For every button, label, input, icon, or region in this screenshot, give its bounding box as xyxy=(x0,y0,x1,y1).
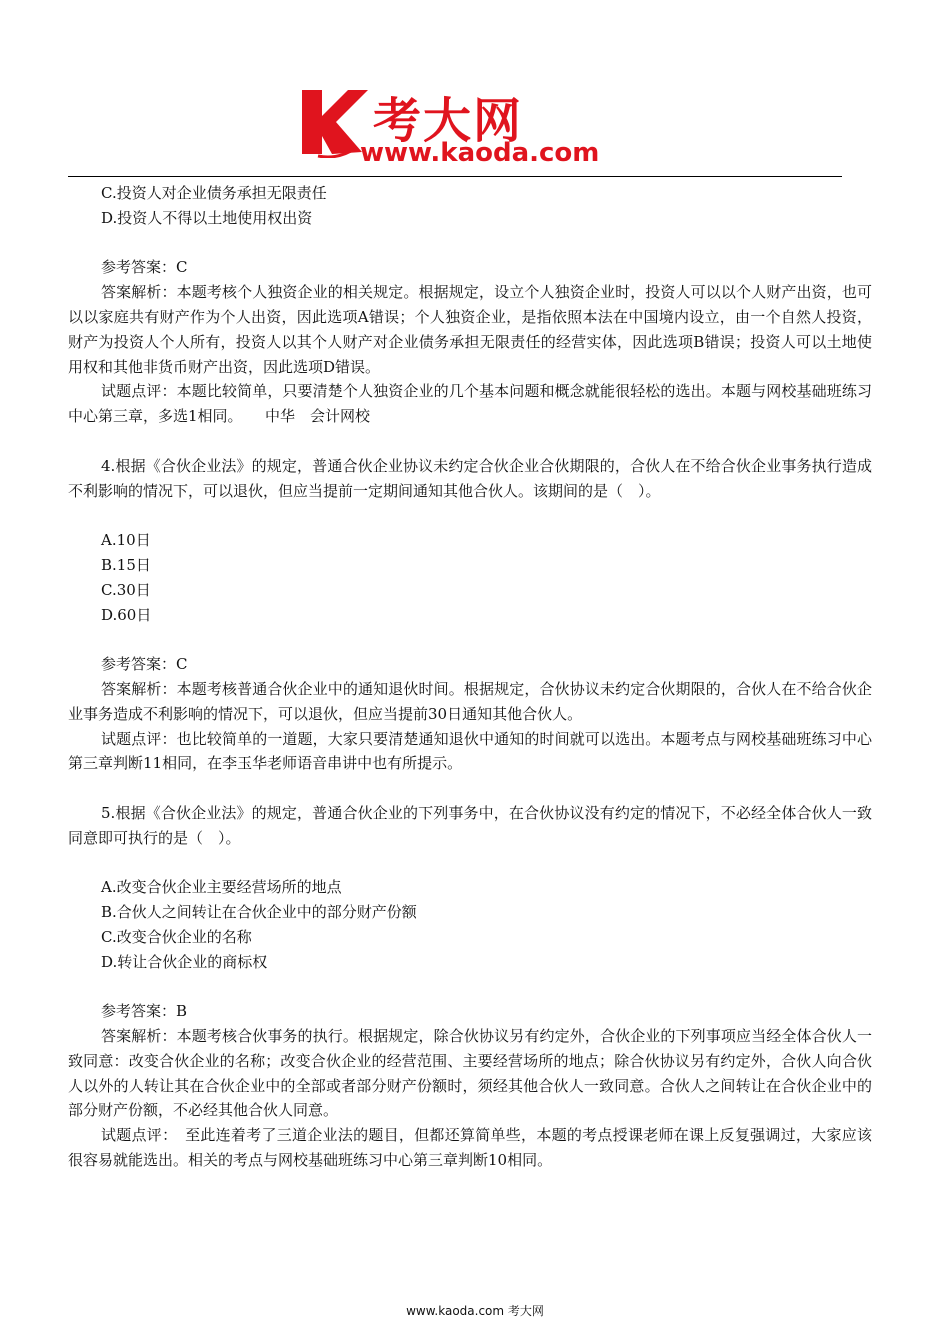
q4-option-b: B.15日 xyxy=(101,555,151,574)
q4-option-d: D.60日 xyxy=(101,605,152,624)
q4-option-a: A.10日 xyxy=(101,531,151,550)
logo-chinese-text: 考大网 xyxy=(373,93,524,149)
q4-comment: 试题点评：也比较简单的一道题，大家只要清楚通知退伙中通知的时间就可以选出。本题考点与网校基础班练习中心第三章判断11相同，在李玉华老师语音串讲中也有所提示。 xyxy=(68,729,872,773)
logo-url-text: www.kaoda.com xyxy=(360,138,600,168)
q5-option-d: D.转让合伙企业的商标权 xyxy=(101,952,268,971)
q3-analysis: 答案解析：本题考核个人独资企业的相关规定。根据规定，设立个人独资企业时，投资人可以以个人财产出资，也可以以家庭共有财产作为个人出资，因此选项A错误；个人独资企业，是指依照本法在中国境内设立，由一个自然人投资，财产为投资人个人所有，投资人以其个人财产对企业债务承担无限责任的经营实体，因此选项B错误；投资人可以土地使用权和其他非货币财产出资，因此选项D错误。 xyxy=(68,283,872,376)
q5-option-c: C.改变合伙企业的名称 xyxy=(101,927,252,946)
page-header xyxy=(0,0,950,180)
q5-option-b: B.合伙人之间转让在合伙企业中的部分财产份额 xyxy=(101,903,417,922)
page-footer: www.kaoda.com 考大网 xyxy=(406,1304,544,1318)
q4-option-c: C.30日 xyxy=(101,580,151,599)
q4-analysis: 答案解析：本题考核普通合伙企业中的通知退伙时间。根据规定，合伙协议未约定合伙期限的，合伙人在不给合伙企业事务造成不利影响的情况下，可以退伙，但应当提前30日通知其他合伙人。 xyxy=(68,679,872,723)
q3-option-d: D.投资人不得以土地使用权出资 xyxy=(101,208,313,227)
header-divider xyxy=(68,176,842,177)
q5-question: 5.根据《合伙企业法》的规定，普通合伙企业的下列事务中，在合伙协议没有约定的情况下，不必经全体合伙人一致同意即可执行的是（ ）。 xyxy=(68,803,872,847)
q5-answer: 参考答案：B xyxy=(101,1002,188,1021)
q4-question: 4.根据《合伙企业法》的规定，普通合伙企业协议未约定合伙企业合伙期限的，合伙人在不给合伙企业事务执行造成不利影响的情况下，可以退伙，但应当提前一定期间通知其他合伙人。该期间的是（ ）。 xyxy=(68,456,872,500)
kaoda-logo xyxy=(298,86,628,172)
document-body xyxy=(68,181,872,1173)
q5-option-a: A.改变合伙企业主要经营场所的地点 xyxy=(101,878,342,897)
q5-comment: 试题点评： 至此连着考了三道企业法的题目，但都还算简单些，本题的考点授课老师在课上反复强调过，大家应该很容易就能选出。相关的考点与网校基础班练习中心第三章判断10相同。 xyxy=(68,1126,872,1170)
q5-analysis: 答案解析：本题考核合伙事务的执行。根据规定，除合伙协议另有约定外，合伙企业的下列事项应当经全体合伙人一致同意：改变合伙企业的名称；改变合伙企业的经营范围、主要经营场所的地点；除合伙协议另有约定外，合伙人向合伙人以外的人转让其在合伙企业中的全部或者部分财产份额时，须经其他合伙人一致同意。合伙人之间转让在合伙企业中的部分财产份额，不必经其他合伙人同意。 xyxy=(68,1027,872,1120)
q4-answer: 参考答案：C xyxy=(101,655,188,674)
q3-comment: 试题点评：本题比较简单，只要清楚个人独资企业的几个基本问题和概念就能很轻松的选出。本题与网校基础班练习中心第三章，多选1相同。 中华 会计网校 xyxy=(68,382,872,426)
q3-answer: 参考答案：C xyxy=(101,258,188,277)
q3-option-c: C.投资人对企业债务承担无限责任 xyxy=(101,184,327,202)
